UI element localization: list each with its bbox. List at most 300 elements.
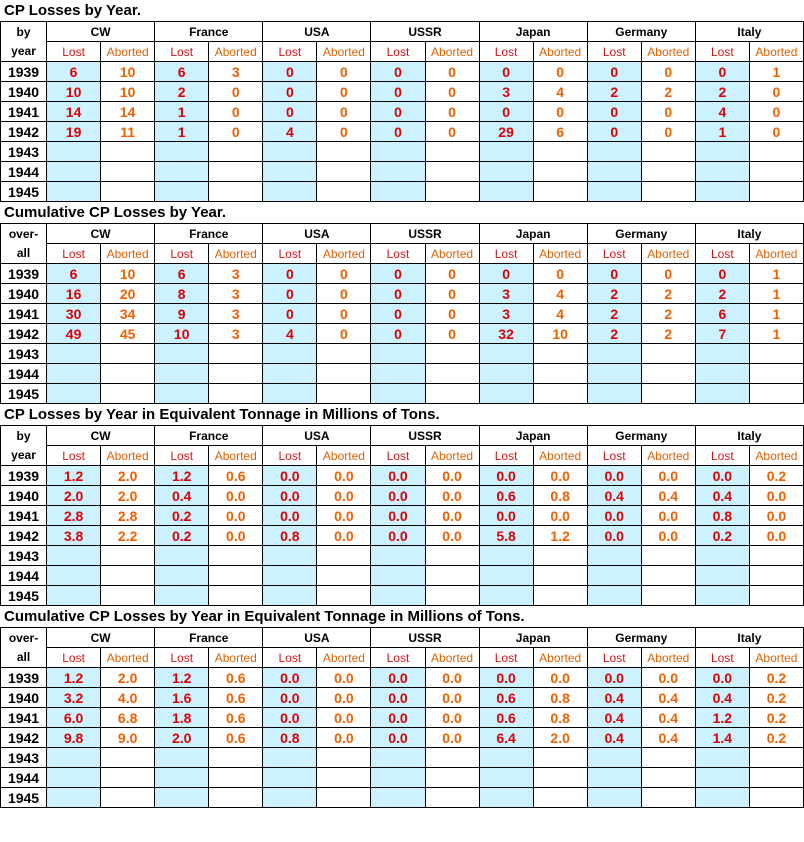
aborted-cell (641, 182, 695, 202)
lost-cell (155, 788, 209, 808)
aborted-cell: 0 (209, 82, 263, 102)
aborted-cell (209, 566, 263, 586)
aborted-cell: 0.0 (317, 506, 371, 526)
lost-cell: 0.0 (371, 486, 425, 506)
table-row (1, 284, 804, 304)
aborted-header: Aborted (533, 244, 587, 264)
lost-cell: 14 (47, 102, 101, 122)
lost-cell (371, 748, 425, 768)
aborted-cell: 0 (641, 62, 695, 82)
aborted-cell (209, 142, 263, 162)
losses-table (0, 21, 804, 202)
nation-header: France (155, 224, 263, 244)
aborted-header: Aborted (317, 446, 371, 466)
lost-header: Lost (587, 446, 641, 466)
aborted-cell: 3 (209, 304, 263, 324)
aborted-cell (425, 788, 479, 808)
aborted-cell (641, 384, 695, 404)
lost-cell (47, 768, 101, 788)
lost-cell: 4 (695, 102, 749, 122)
year-label: 1944 (1, 566, 47, 586)
section-title: CP Losses by Year. (4, 2, 142, 19)
aborted-cell (101, 748, 155, 768)
aborted-cell: 0.4 (641, 486, 695, 506)
lost-cell (479, 162, 533, 182)
lost-cell: 0 (479, 102, 533, 122)
lost-cell: 0 (371, 62, 425, 82)
aborted-header: Aborted (533, 446, 587, 466)
year-label: 1943 (1, 142, 47, 162)
lost-cell: 4 (263, 122, 317, 142)
aborted-cell: 2.0 (101, 466, 155, 486)
lost-cell (47, 162, 101, 182)
aborted-header: Aborted (101, 244, 155, 264)
aborted-cell (533, 586, 587, 606)
lost-cell: 9.8 (47, 728, 101, 748)
aborted-cell: 0 (317, 304, 371, 324)
lost-cell: 0.0 (263, 688, 317, 708)
lost-cell: 1 (155, 122, 209, 142)
lost-header: Lost (47, 244, 101, 264)
lost-cell (479, 788, 533, 808)
lost-cell (155, 162, 209, 182)
aborted-cell: 0 (317, 122, 371, 142)
lost-header: Lost (263, 42, 317, 62)
aborted-header: Aborted (317, 244, 371, 264)
lost-cell: 2 (587, 284, 641, 304)
lost-cell (479, 344, 533, 364)
aborted-cell: 0 (317, 62, 371, 82)
year-label: 1940 (1, 486, 47, 506)
lost-cell (695, 566, 749, 586)
lost-cell (371, 162, 425, 182)
lost-cell (263, 566, 317, 586)
year-label: 1939 (1, 668, 47, 688)
lost-cell: 0 (479, 264, 533, 284)
aborted-cell (209, 344, 263, 364)
lost-cell: 5.8 (479, 526, 533, 546)
nation-header: USA (263, 628, 371, 648)
aborted-cell (641, 162, 695, 182)
aborted-cell: 0.0 (641, 668, 695, 688)
lost-cell: 0.0 (587, 668, 641, 688)
nation-header: USA (263, 224, 371, 244)
aborted-cell (317, 586, 371, 606)
lost-header: Lost (371, 648, 425, 668)
nation-header: Germany (587, 628, 695, 648)
aborted-header: Aborted (749, 446, 803, 466)
aborted-cell: 20 (101, 284, 155, 304)
nation-header: USA (263, 22, 371, 42)
aborted-cell: 0.2 (749, 708, 803, 728)
lost-cell (371, 546, 425, 566)
lost-header: Lost (695, 244, 749, 264)
year-label: 1941 (1, 506, 47, 526)
lost-header: Lost (587, 244, 641, 264)
aborted-header: Aborted (209, 244, 263, 264)
year-label: 1943 (1, 546, 47, 566)
corner-label (1, 628, 47, 668)
lost-cell: 0 (263, 304, 317, 324)
aborted-cell (317, 344, 371, 364)
aborted-header: Aborted (425, 42, 479, 62)
corner-label-line: year (11, 43, 36, 58)
nation-header-row (1, 22, 804, 42)
aborted-cell (101, 344, 155, 364)
aborted-cell: 0.0 (533, 506, 587, 526)
lost-header: Lost (263, 446, 317, 466)
aborted-header: Aborted (425, 244, 479, 264)
nation-header: Japan (479, 426, 587, 446)
lost-cell: 0.0 (479, 668, 533, 688)
aborted-cell (425, 586, 479, 606)
table-row (1, 546, 804, 566)
aborted-cell (101, 566, 155, 586)
aborted-cell (425, 344, 479, 364)
aborted-cell (749, 546, 803, 566)
aborted-cell: 2 (641, 304, 695, 324)
corner-label-line: over- (8, 226, 39, 241)
lost-cell: 4 (263, 324, 317, 344)
lost-cell: 1.2 (47, 668, 101, 688)
lost-cell: 0.0 (371, 668, 425, 688)
lost-cell (587, 364, 641, 384)
lost-cell (263, 364, 317, 384)
corner-label-line: all (16, 649, 31, 664)
aborted-cell (317, 768, 371, 788)
aborted-cell: 0.2 (749, 728, 803, 748)
nation-header: France (155, 22, 263, 42)
nation-header: Germany (587, 426, 695, 446)
lost-cell: 10 (47, 82, 101, 102)
aborted-cell: 6.8 (101, 708, 155, 728)
year-label: 1940 (1, 82, 47, 102)
lost-cell: 30 (47, 304, 101, 324)
aborted-cell (749, 768, 803, 788)
lost-cell (587, 748, 641, 768)
lost-cell: 0 (371, 304, 425, 324)
lost-cell: 2 (587, 82, 641, 102)
nation-header: Japan (479, 628, 587, 648)
aborted-header: Aborted (209, 42, 263, 62)
aborted-cell: 3 (209, 324, 263, 344)
lost-cell: 32 (479, 324, 533, 344)
aborted-header: Aborted (749, 648, 803, 668)
lost-cell: 0.0 (263, 466, 317, 486)
table-row (1, 62, 804, 82)
lost-cell (371, 182, 425, 202)
aborted-cell (101, 788, 155, 808)
lost-cell: 0 (695, 62, 749, 82)
year-label: 1939 (1, 466, 47, 486)
aborted-cell: 0 (641, 122, 695, 142)
aborted-cell: 0 (317, 284, 371, 304)
lost-cell: 2 (587, 324, 641, 344)
aborted-header: Aborted (209, 648, 263, 668)
aborted-cell (317, 546, 371, 566)
aborted-cell (749, 344, 803, 364)
lost-cell: 0 (263, 62, 317, 82)
table-row (1, 668, 804, 688)
lost-cell: 0.2 (695, 526, 749, 546)
aborted-cell: 0.0 (317, 466, 371, 486)
lost-cell: 0 (695, 264, 749, 284)
nation-header: Japan (479, 224, 587, 244)
aborted-cell: 0 (641, 264, 695, 284)
lost-cell: 0 (263, 102, 317, 122)
lost-cell (155, 344, 209, 364)
aborted-cell (101, 586, 155, 606)
aborted-cell (641, 344, 695, 364)
lost-cell (47, 142, 101, 162)
aborted-cell (641, 586, 695, 606)
year-label: 1942 (1, 526, 47, 546)
aborted-cell: 0 (209, 122, 263, 142)
lost-cell: 0.4 (587, 688, 641, 708)
aborted-cell: 0 (749, 82, 803, 102)
corner-label (1, 22, 47, 62)
aborted-cell (317, 182, 371, 202)
year-label: 1943 (1, 748, 47, 768)
lost-cell: 0 (587, 62, 641, 82)
lost-cell: 49 (47, 324, 101, 344)
aborted-cell: 10 (101, 62, 155, 82)
aborted-cell (749, 566, 803, 586)
lost-cell: 0.0 (695, 466, 749, 486)
year-label: 1940 (1, 284, 47, 304)
table-row (1, 466, 804, 486)
aborted-cell: 0 (425, 62, 479, 82)
aborted-cell (425, 546, 479, 566)
aborted-cell: 0.6 (209, 466, 263, 486)
aborted-header: Aborted (317, 648, 371, 668)
aborted-cell: 2 (641, 284, 695, 304)
aborted-cell: 0.4 (641, 708, 695, 728)
table-row (1, 182, 804, 202)
table-row (1, 688, 804, 708)
lost-cell: 29 (479, 122, 533, 142)
lost-cell (155, 546, 209, 566)
aborted-cell: 0.0 (533, 466, 587, 486)
aborted-cell: 1 (749, 264, 803, 284)
aborted-cell: 0.4 (641, 688, 695, 708)
lost-cell: 6 (47, 62, 101, 82)
lost-cell (479, 384, 533, 404)
aborted-cell (533, 768, 587, 788)
nation-header: France (155, 628, 263, 648)
aborted-cell: 0 (425, 284, 479, 304)
aborted-cell: 6 (533, 122, 587, 142)
aborted-cell: 1 (749, 304, 803, 324)
aborted-cell: 0.0 (425, 486, 479, 506)
aborted-cell (425, 182, 479, 202)
aborted-header: Aborted (209, 446, 263, 466)
aborted-cell: 0 (425, 324, 479, 344)
aborted-cell: 0.0 (749, 486, 803, 506)
aborted-header: Aborted (749, 42, 803, 62)
nation-header: CW (47, 628, 155, 648)
aborted-cell: 0.0 (425, 466, 479, 486)
aborted-cell (749, 182, 803, 202)
aborted-cell: 0 (533, 102, 587, 122)
aborted-cell (641, 768, 695, 788)
aborted-cell: 0.0 (641, 506, 695, 526)
lost-cell: 3 (479, 82, 533, 102)
lost-cell (479, 768, 533, 788)
lost-cell: 0.0 (587, 506, 641, 526)
lost-cell: 1.6 (155, 688, 209, 708)
lost-cell (695, 768, 749, 788)
lost-cell (47, 748, 101, 768)
lost-cell (479, 142, 533, 162)
nation-header: Italy (695, 224, 803, 244)
aborted-header: Aborted (101, 42, 155, 62)
aborted-cell: 0.0 (425, 728, 479, 748)
aborted-cell (317, 748, 371, 768)
aborted-cell: 0.0 (425, 688, 479, 708)
lost-cell (479, 748, 533, 768)
lost-header: Lost (587, 648, 641, 668)
lost-cell: 0.4 (695, 688, 749, 708)
aborted-cell (209, 768, 263, 788)
aborted-header: Aborted (533, 42, 587, 62)
losses-table (0, 223, 804, 404)
aborted-header: Aborted (317, 42, 371, 62)
lost-cell: 0.8 (263, 526, 317, 546)
lost-cell: 6 (47, 264, 101, 284)
aborted-cell: 0 (425, 304, 479, 324)
lost-cell: 0.4 (155, 486, 209, 506)
year-label: 1944 (1, 768, 47, 788)
aborted-cell: 0.0 (749, 526, 803, 546)
lost-cell (479, 546, 533, 566)
table-row (1, 162, 804, 182)
table-row (1, 566, 804, 586)
aborted-cell: 0.0 (317, 728, 371, 748)
nation-header: USSR (371, 426, 479, 446)
lost-cell: 0.0 (263, 668, 317, 688)
lost-cell: 1 (155, 102, 209, 122)
lost-cell (155, 748, 209, 768)
aborted-cell: 3 (209, 62, 263, 82)
lost-cell: 3 (479, 304, 533, 324)
aborted-cell (101, 546, 155, 566)
aborted-header: Aborted (641, 42, 695, 62)
table-row (1, 304, 804, 324)
lost-cell (695, 546, 749, 566)
lost-cell: 0 (587, 264, 641, 284)
lost-cell (47, 182, 101, 202)
nation-header: Germany (587, 22, 695, 42)
lost-cell: 0 (371, 82, 425, 102)
aborted-cell: 0.0 (209, 506, 263, 526)
aborted-cell (317, 788, 371, 808)
lost-cell: 0.0 (587, 466, 641, 486)
lost-cell (587, 384, 641, 404)
lost-cell: 0 (479, 62, 533, 82)
corner-label (1, 426, 47, 466)
lost-cell: 1.2 (47, 466, 101, 486)
lost-header: Lost (695, 42, 749, 62)
nation-header: USSR (371, 224, 479, 244)
lost-header: Lost (695, 648, 749, 668)
aborted-cell (425, 142, 479, 162)
aborted-cell (641, 788, 695, 808)
year-label: 1942 (1, 324, 47, 344)
aborted-cell (317, 162, 371, 182)
lost-cell: 0 (263, 264, 317, 284)
nation-header: France (155, 426, 263, 446)
aborted-cell (209, 162, 263, 182)
aborted-cell: 0 (425, 122, 479, 142)
lost-cell: 0.8 (263, 728, 317, 748)
aborted-cell: 0.6 (209, 708, 263, 728)
aborted-cell (209, 546, 263, 566)
aborted-cell: 4 (533, 304, 587, 324)
aborted-cell: 0 (425, 82, 479, 102)
year-label: 1940 (1, 688, 47, 708)
corner-label-line: year (11, 447, 36, 462)
lost-cell (371, 384, 425, 404)
lost-header: Lost (263, 244, 317, 264)
lost-cell: 0.0 (695, 668, 749, 688)
lost-cell: 0 (371, 264, 425, 284)
aborted-cell (749, 162, 803, 182)
nation-header: Italy (695, 628, 803, 648)
lost-cell (155, 586, 209, 606)
lost-header: Lost (479, 244, 533, 264)
aborted-cell (749, 142, 803, 162)
lost-cell: 0 (587, 102, 641, 122)
lost-cell (695, 384, 749, 404)
aborted-cell: 0 (533, 264, 587, 284)
aborted-cell: 1.2 (533, 526, 587, 546)
lost-cell (47, 586, 101, 606)
lost-cell: 6.0 (47, 708, 101, 728)
aborted-cell (749, 748, 803, 768)
lost-cell (371, 344, 425, 364)
lost-cell: 0.0 (263, 486, 317, 506)
lost-cell: 0 (263, 284, 317, 304)
lost-cell (371, 586, 425, 606)
aborted-header: Aborted (533, 648, 587, 668)
lost-cell: 0 (371, 284, 425, 304)
table-row (1, 122, 804, 142)
lost-header: Lost (479, 446, 533, 466)
aborted-cell: 4 (533, 82, 587, 102)
lost-cell (155, 768, 209, 788)
nation-header: Germany (587, 224, 695, 244)
lost-cell: 0.6 (479, 688, 533, 708)
lost-cell: 0.0 (263, 506, 317, 526)
lost-cell: 0 (587, 122, 641, 142)
aborted-cell (533, 344, 587, 364)
aborted-cell (425, 364, 479, 384)
lost-cell: 1.2 (155, 668, 209, 688)
lost-header: Lost (155, 446, 209, 466)
lost-header: Lost (47, 42, 101, 62)
lost-cell: 0.0 (371, 506, 425, 526)
year-label: 1944 (1, 162, 47, 182)
lost-cell: 1.4 (695, 728, 749, 748)
table-row (1, 526, 804, 546)
lost-header: Lost (371, 244, 425, 264)
aborted-cell (749, 384, 803, 404)
lost-cell (587, 768, 641, 788)
lost-cell (263, 788, 317, 808)
lost-cell (263, 142, 317, 162)
lost-cell: 0.0 (371, 708, 425, 728)
